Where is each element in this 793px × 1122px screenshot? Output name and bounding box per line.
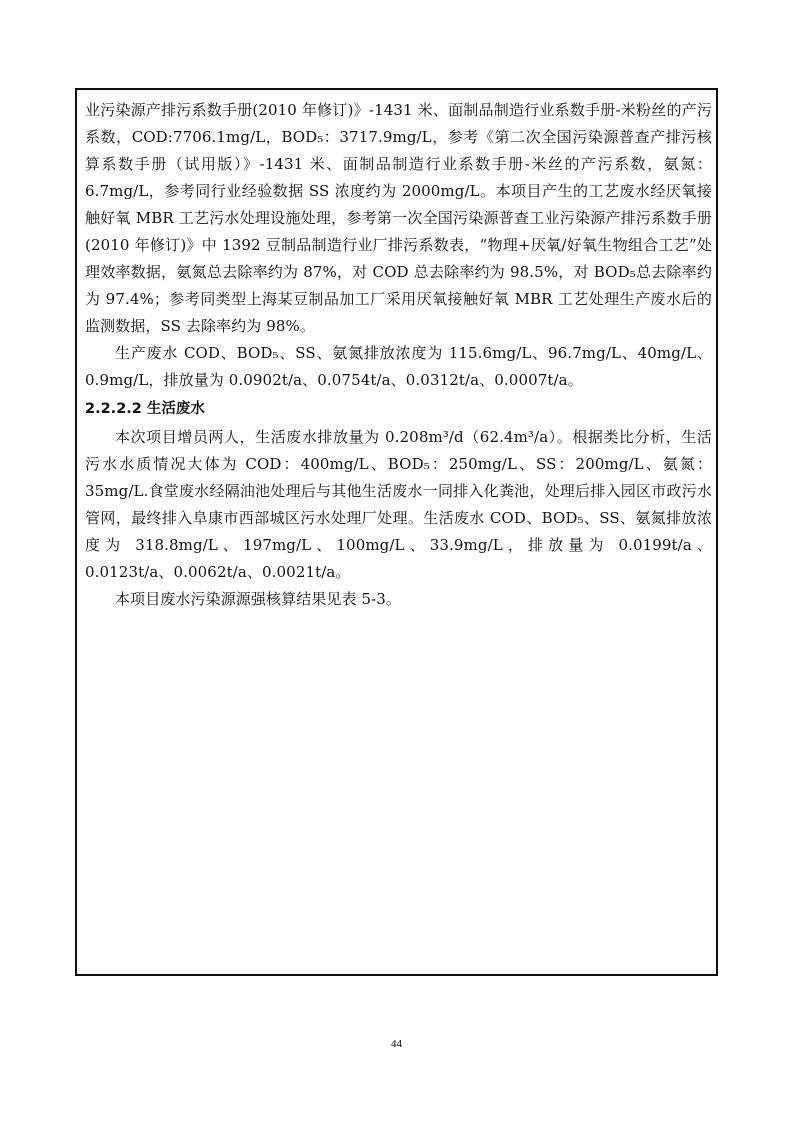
section-heading: 2.2.2.2 生活废水 <box>85 401 205 417</box>
paragraph-domestic-wastewater: 本次项目增员两人，生活废水排放量为 0.208m³/d（62.4m³/a）。根据类比分析，生活污水水质情况大体为 COD：400mg/L、BOD₅：250mg/L、SS：200mg/L、氨氮：35mg/L.食堂废水经隔油池处理后与其他生活废水一同排入化粪池，处理后排入园区市政污水管网，最终排入阜康市西部城区污水处理厂处理。生活废水 COD、BOD₅、SS、氨氮排放浓度为 318.8mg/L、197mg/L、100mg/L、33.9mg/L，排放量为 0.0199t/a、0.0123t/a、0.0062t/a、0.0021t/a。 <box>85 428 712 581</box>
page-number: 44 <box>391 1038 402 1050</box>
paragraph-coefficients: 业污染源产排污系数手册(2010 年修订)》-1431 米、面制品制造行业系数手册-米粉丝的产污系数，COD:7706.1mg/L，BOD₅：3717.9mg/L，参考《第二次全国污染源普查产排污核算系数手册（试用版）》-1431 米、面制品制造行业系数手册-米丝的产污系数，氨氮：6.7mg/L，参考同行业经验数据 SS 浓度约为 2000mg/L。本项目产生的工艺废水经厌氧接触好氧 MBR 工艺污水处理设施处理，参考第一次全国污染源普查工业污染源产排污系数手册(2010 年修订)》中 1392 豆制品制造行业厂排污系数表，“物理+厌氧/好氧生物组合工艺”处理效率数据，氨氮总去除率约为 87%，对 COD 总去除率约为 98.5%，对 BOD₅总去除率约为 97.4%；参考同类型上海某豆制品加工厂采用厌氧接触好氧 MBR 工艺处理生产废水后的监测数据，SS 去除率约为 98%。 <box>85 101 712 335</box>
paragraph-production-wastewater: 生产废水 COD、BOD₅、SS、氨氮排放浓度为 115.6mg/L、96.7mg/L、40mg/L、0.9mg/L，排放量为 0.0902t/a、0.0754t/a、0.0312t/a、0.0007t/a。 <box>85 344 712 389</box>
content-frame <box>75 88 718 976</box>
body-text <box>85 97 712 613</box>
paragraph-table-reference: 本项目废水污染源源强核算结果见表 5-3。 <box>115 590 402 608</box>
